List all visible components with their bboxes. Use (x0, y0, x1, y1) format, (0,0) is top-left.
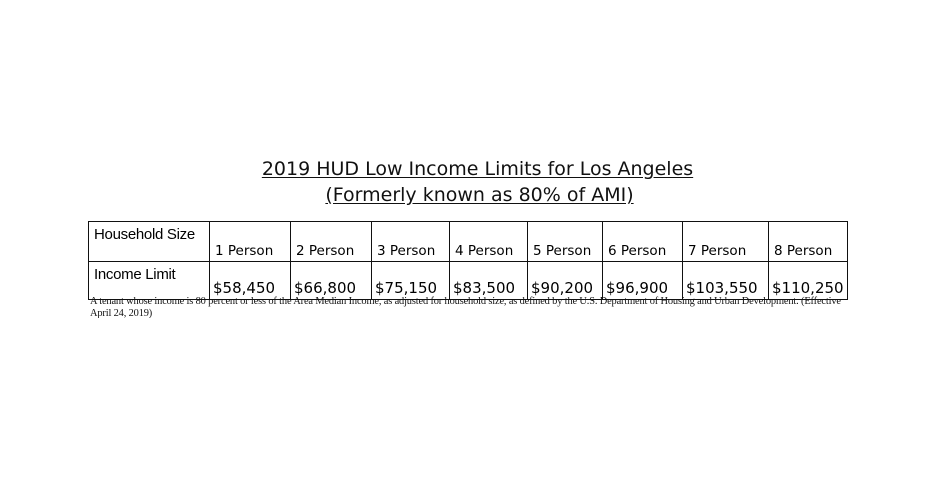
page-title: 2019 HUD Low Income Limits for Los Angeles (261, 158, 694, 180)
income-limit-cell: $110,250 (769, 262, 848, 300)
income-limit-cell: $58,450 (210, 262, 291, 300)
footnote: A tenant whose income is 80 percent or less of the Area Median Income, as adjusted for household size, as defined by the U.S. Department of Housing and Urban Development. (Effective April 24, 2019) (90, 296, 841, 318)
household-size-cell: 3 Person (372, 222, 450, 262)
household-size-cell: 5 Person (528, 222, 603, 262)
income-limit-cell: $96,900 (603, 262, 683, 300)
household-size-cell: 6 Person (603, 222, 683, 262)
income-limits-table (88, 221, 848, 300)
household-size-header: Household Size (89, 222, 210, 262)
household-size-row (89, 222, 848, 262)
household-size-cell: 2 Person (291, 222, 372, 262)
income-limit-header: Income Limit (89, 262, 210, 300)
page-subtitle: (Formerly known as 80% of AMI) (325, 184, 634, 206)
household-size-cell: 7 Person (683, 222, 769, 262)
income-limit-cell: $90,200 (528, 262, 603, 300)
household-size-cell: 4 Person (450, 222, 528, 262)
household-size-cell: 8 Person (769, 222, 848, 262)
household-size-cell: 1 Person (210, 222, 291, 262)
income-limit-cell: $75,150 (372, 262, 450, 300)
income-limit-row (89, 262, 848, 300)
income-limit-cell: $103,550 (683, 262, 769, 300)
income-limit-cell: $83,500 (450, 262, 528, 300)
income-limit-cell: $66,800 (291, 262, 372, 300)
